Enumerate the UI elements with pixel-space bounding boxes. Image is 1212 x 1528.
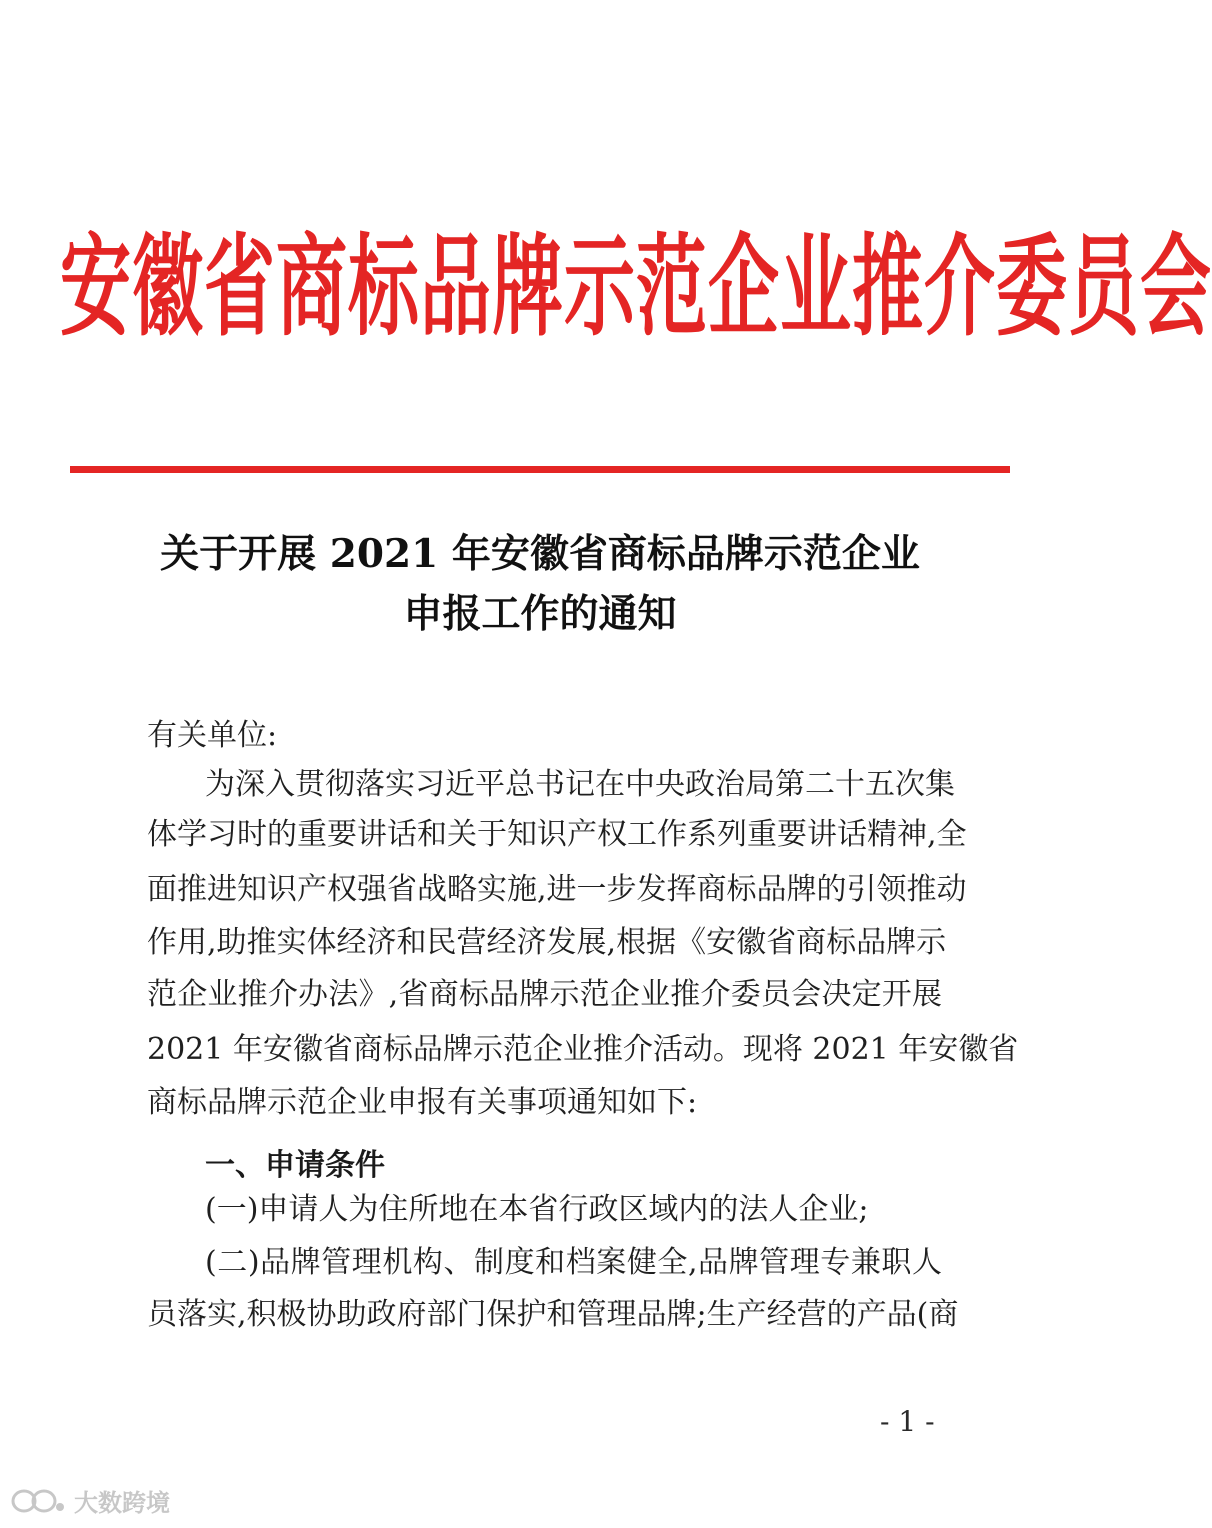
red-divider-line <box>70 466 1010 473</box>
watermark-text: 大数跨境 <box>74 1488 170 1517</box>
paragraph-1-line-6: 2021 年安徽省商标品牌示范企业推介活动。现将 2021 年安徽省 <box>147 1032 1019 1067</box>
paragraph-1-line-3: 面推进知识产权强省战略实施,进一步发挥商标品牌的引领推动 <box>147 872 967 907</box>
condition-item-1: (一)申请人为住所地在本省行政区域内的法人企业; <box>205 1192 869 1227</box>
paragraph-1-line-4: 作用,助推实体经济和民营经济发展,根据《安徽省商标品牌示 <box>147 925 947 960</box>
page-number: - 1 - <box>880 1405 935 1438</box>
watermark-logo-icon <box>10 1485 68 1515</box>
paragraph-1-line-5: 范企业推介办法》,省商标品牌示范企业推介委员会决定开展 <box>147 977 942 1012</box>
salutation: 有关单位: <box>147 718 278 753</box>
section-heading-application-conditions: 一、申请条件 <box>205 1148 385 1183</box>
paragraph-1-line-2: 体学习时的重要讲话和关于知识产权工作系列重要讲话精神,全 <box>147 817 967 852</box>
document-title-line-2: 申报工作的通知 <box>403 591 677 637</box>
paragraph-1-line-1: 为深入贯彻落实习近平总书记在中央政治局第二十五次集 <box>205 767 955 802</box>
condition-item-2-line-2: 员落实,积极协助政府部门保护和管理品牌;生产经营的产品(商 <box>147 1297 959 1332</box>
condition-item-2-line-1: (二)品牌管理机构、制度和档案健全,品牌管理专兼职人 <box>205 1245 942 1280</box>
watermark <box>10 1482 170 1518</box>
document-title-line-1: 关于开展 2021 年安徽省商标品牌示范企业 <box>160 531 920 577</box>
paragraph-1-line-7: 商标品牌示范企业申报有关事项通知如下: <box>147 1085 698 1120</box>
issuing-organization-header: 安徽省商标品牌示范企业推介委员会 <box>60 222 1212 352</box>
